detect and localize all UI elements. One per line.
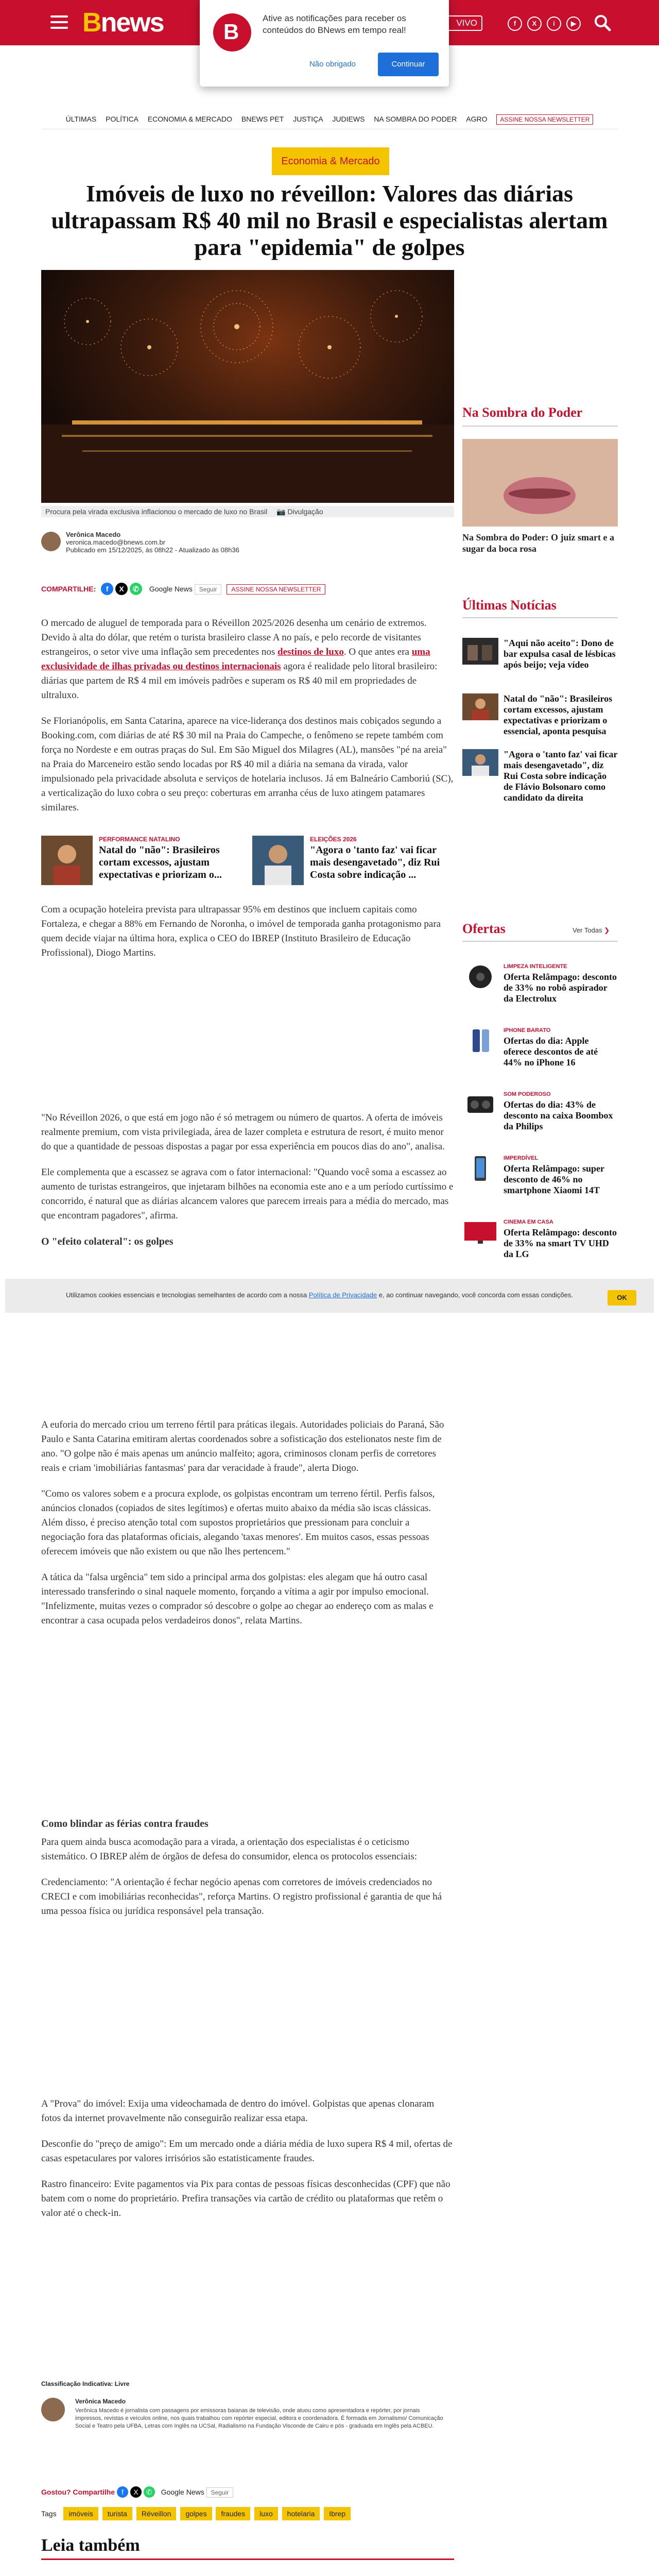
paragraph: A euforia do mercado criou um terreno fértil para práticas ilegais. Autoridades policiais do Paraná, São Paulo e Santa Catarina emitiram alertas coordenados sobre a sofisticação dos estelionatos neste fim de ano. "O golpe não é mais apenas um anúncio malfeito; agora, criminosos clonam perfis de corretores reais e criam 'imobiliárias fantasmas' para dar veracidade à fraude", alerta Diogo. [41,1419,444,1473]
article-body-2 [41,903,454,972]
article-body-4 [41,1418,454,1639]
iphone-image [462,1027,498,1054]
section-badge[interactable]: Economia & Mercado [272,147,389,175]
article-title: Imóveis de luxo no réveillon: Valores das diárias ultrapassam R$ 40 mil no Brasil e especialistas alertam para "epidemia" de golpes [51,180,608,260]
offer-title[interactable]: Oferta Relâmpago: desconto de 33% no robô aspirador da Electrolux [504,972,617,1004]
fireworks-image [41,270,454,503]
paragraph: Se Florianópolis, em Santa Catarina, aparece na vice-liderança dos destinos mais cobiçados segundo a Booking.com, com diárias de até R$ 30 mil na Praia do Campeche, o fenômeno se repete também com força no Nordeste e em outras praças do Sul. Em São Miguel dos Milagres (AL), mansões "pé na areia" na Praia do Marceneiro estão sendo locadas por R$ 40 mil a diária na semana da virada, valor impulsionado pela privacidade absoluta e serviços de hotelaria inclusos. Já em Balneário Camboriú (SC), a verticalização do luxo cobra o seu preço: coberturas em arranha céus de luxo atingem patamares similares. [41,716,454,813]
sidebar-sombra-heading[interactable]: Na Sombra do Poder [462,405,583,420]
paragraph: "No Réveillon 2026, o que está em jogo não é só metragem ou número de quartos. A oferta de imóveis realmente premium, com vista privilegiada, área de lazer completa e estrutura de resort, é muito menor do que a quantidade de pessoas dispostas a pagar por essa experiência em poucos dias do ano", analisa. [41,1112,445,1152]
author-avatar [41,532,61,551]
continue-button[interactable]: Continuar [378,53,439,76]
facebook-icon[interactable]: f [508,16,522,31]
tag[interactable]: fraudes [216,2507,250,2520]
subheading: Como blindar as férias contra fraudes [41,1818,209,1829]
google-news-link[interactable]: Google News [149,585,193,593]
paragraph: "Como os valores sobem e a procura explode, os golpistas encontram um terreno fértil. Perfis falsos, anúncios clonados (copiados de sites legítimos) e ofertas muito abaixo da média são iscas clássicas. Além disso, é preciso atenção total com supostos proprietários que pressionam para concluir a negociação fora das plataformas oficiais, alegando 'taxas menores'. Em muitos casos, essas pessoas oferecem imóveis que não existem ou que não lhes pertencem." [41,1488,435,1557]
youtube-icon[interactable]: ▶ [566,16,581,31]
offer-item[interactable] [462,1027,618,1067]
whatsapp-share-icon[interactable]: ✆ [144,2486,155,2498]
tag[interactable]: luxo [254,2507,278,2520]
article-body-6 [41,2097,454,2232]
speaker-image [462,1091,498,1118]
share-bar [41,583,454,595]
subheading: O "efeito colateral": os golpes [41,1236,174,1247]
live-button[interactable]: VIVO [440,15,482,31]
cookie-banner [5,1279,654,1313]
article-body-1 [41,616,454,826]
cookie-ok-button[interactable]: OK [608,1290,636,1306]
author-info [66,531,239,554]
author-email[interactable]: veronica.macedo@bnews.com.br [66,538,166,546]
notification-popup [200,0,449,87]
ultimas-item[interactable] [462,638,618,684]
tags-label: Tags [41,2510,57,2518]
related-tag: PERFORMANCE NATALINO [99,836,180,843]
offer-tag: SOM PODEROSO [504,1091,551,1097]
decline-button[interactable]: Não obrigado [309,60,356,69]
tag[interactable]: Réveillon [136,2507,177,2520]
offer-tag: IPHONE BARATO [504,1027,551,1033]
offer-item[interactable] [462,1155,618,1195]
leia-heading: Leia também [41,2536,140,2555]
offer-item[interactable] [462,963,618,1004]
ver-todas-link[interactable]: Ver Todas ❯ [573,926,610,934]
classification: Classificação Indicativa: Livre [41,2380,130,2387]
paragraph: Desconfie do "preço de amigo": Em um mercado onde a diária média de luxo supera R$ 4 mil, ofertas de casas espetaculares por valores irrisórios são estatisticamente fraudes. [41,2139,453,2164]
link-destinos-luxo[interactable]: destinos de luxo [278,647,344,657]
related-card[interactable] [252,836,454,887]
image-credit: Divulgação [287,507,323,516]
x-share-icon[interactable]: X [130,2486,142,2498]
paragraph: A "Prova" do imóvel: Exija uma videochamada de dentro do imóvel. Golpistas que apenas clonaram fotos da internet provavelmente não conseguirão realizar essa etapa. [41,2098,435,2124]
offer-title[interactable]: Oferta Relâmpago: desconto de 33% na smart TV UHD da LG [504,1227,617,1259]
sombra-image [462,439,618,527]
paragraph: Com a ocupação hoteleira prevista para ultrapassar 95% em destinos que incluem capitais como Fortaleza, e chegar a 88% em Fernando de Noronha, o imóvel de temporada ganha protagonismo para quem decide viajar na última hora, explica o CEO do IBREP (Instituto Brasileiro de Educação Profissional), Diogo Martins. [41,904,441,958]
newsletter-button[interactable]: ASSINE NOSSA NEWSLETTER [496,114,593,125]
ultimas-item[interactable] [462,693,618,755]
sidebar-ultimas-heading: Últimas Notícias [462,598,557,613]
camera-icon: 📷 [276,507,286,516]
related-title[interactable]: "Agora o 'tanto faz' vai ficar mais desengavetado", diz Rui Costa sobre indicação ... [310,844,440,880]
menu-icon[interactable] [50,15,68,29]
tv-image [462,1219,498,1246]
paragraph: Para quem ainda busca acomodação para a virada, a orientação dos especialistas é o ceticismo sistemático. O IBREP além de órgãos de defesa do consumidor, elenca os protocolos essenciais: [41,1837,418,1862]
instagram-icon[interactable]: i [547,16,561,31]
chevron-right-icon: ❯ [604,926,610,934]
author-name[interactable]: Verônica Macedo [66,531,121,538]
related-title[interactable]: Natal do "não": Brasileiros cortam excessos, ajustam expectativas e priorizam o... [99,844,222,880]
sidebar-ofertas-heading: Ofertas [462,921,506,936]
image-caption: Procura pela virada exclusiva inflacionou o mercado de luxo no Brasil 📷 Divulgação [41,506,454,517]
ultimas-title[interactable]: "Agora o 'tanto faz' vai ficar mais desengavetado", diz Rui Costa sobre indicação de Flávio Bolsonaro como candidato da direita [504,749,618,803]
offer-title[interactable]: Ofertas do dia: Apple oferece descontos de até 44% no iPhone 16 [504,1036,598,1067]
offer-tag: IMPERDÍVEL [504,1155,539,1161]
whatsapp-share-icon[interactable]: ✆ [130,583,142,595]
offer-title[interactable]: Oferta Relâmpago: super desconto de 46% no smartphone Xiaomi 14T [504,1163,604,1195]
tag[interactable]: Ibrep [324,2507,351,2520]
divider [41,2558,454,2560]
divider [462,941,618,942]
x-share-icon[interactable]: X [115,583,128,595]
article-body-3 [41,1111,454,1253]
divider [462,426,618,427]
ultimas-title[interactable]: Natal do "não": Brasileiros cortam excessos, ajustam expectativas e priorizam o essencial, aponta pesquisa [504,693,613,736]
sombra-title[interactable]: Na Sombra do Poder: O juiz smart e a sugar da boca rosa [462,532,614,554]
share-label: COMPARTILHE: [41,585,96,593]
hero-image [41,270,454,503]
facebook-share-icon[interactable]: f [117,2486,128,2498]
article-body-5 [41,1817,454,1930]
x-icon[interactable]: X [527,16,542,31]
author-bio [41,2396,454,2436]
tag[interactable]: turista [102,2507,132,2520]
related-tag: ELEIÇÕES 2026 [310,836,357,843]
paragraph: A tática da "falsa urgência" tem sido a principal arma dos golpistas: eles alegam que há outro casal interessado transferindo o sinal naquele momento, forçando a vítima a agir por impulso emocional. "Infelizmente, muitas vezes o comprador só descobre o golpe ao chegar ao endereço com as malas e encontrar a casa ocupada pelos verdadeiros donos", relata Martins. [41,1572,433,1626]
bio-avatar [41,2398,65,2421]
ultimas-title[interactable]: "Aqui não aceito": Dono de bar expulsa casal de lésbicas após beijo; veja vídeo [504,638,616,670]
related-thumbnail [252,836,304,885]
tag-list [41,2507,353,2520]
tag[interactable]: golpes [180,2507,212,2520]
privacy-link[interactable]: Política de Privacidade [308,1291,377,1299]
related-thumbnail [41,836,93,885]
nav-item-ultimas[interactable]: ÚLTIMAS [65,115,97,123]
bnews-b-icon: B [213,13,251,52]
link-ilhas-privadas[interactable]: uma exclusividade de ilhas privadas ou destinos internacionais [41,647,430,672]
newsletter-inline-button[interactable]: ASSINE NOSSA NEWSLETTER [227,584,325,595]
nav-item-justica[interactable]: JUSTIÇA [293,115,323,123]
offer-tag: LIMPEZA INTELIGENTE [504,963,567,970]
share-bar-bottom [41,2486,233,2498]
nav-item-politica[interactable]: POLÍTICA [106,115,138,123]
ultimas-thumbnail [462,749,498,776]
offer-item[interactable] [462,1091,618,1131]
nav-item-judiews[interactable]: JUDIEWS [332,115,365,123]
nav-item-sombra[interactable]: NA SOMBRA DO PODER [374,115,457,123]
bio-text: Verônica Macedo é jornalista com passagens por emissoras baianas de televisão, onde atuou como apresentadora e repórter, por jornais impressos, revistas e veículos online, nos quais trabalhou com repórter especial, editora e coordenadora. É formada em Jornalismo/ Comunicação Social e Teatro pela UFBA, Letras com Inglês na UCSal, Radialismo na Fundação Visconde de Cairu e pós - graduada em Inglês pela ACBEU. [75,2408,443,2429]
share-label: Gostou? Compartilhe [41,2488,115,2496]
offer-item[interactable] [462,1219,618,1259]
ultimas-item[interactable] [462,749,618,821]
follow-button[interactable]: Seguir [195,584,222,595]
search-icon[interactable] [593,13,612,32]
divider [462,617,618,618]
paragraph: Rastro financeiro: Evite pagamentos via Pix para contas de pessoas físicas desconhecidas (CPF) que não batem com o nome do proprietário. Prefira transações via cartão de crédito ou plataformas que retêm o valor até o check-in. [41,2179,450,2218]
nav-item-economia[interactable]: ECONOMIA & MERCADO [147,115,232,123]
offer-title[interactable]: Ofertas do dia: 43% de desconto na caixa Boombox da Philips [504,1099,613,1131]
paragraph: Ele complementa que a escassez se agrava com o fator internacional: "Quando você soma a escassez ao aumento de turistas estrangeiros, que injetaram bilhões na economia este ano e a um período curtíssimo e concorrido, é natural que as diárias alcancem valores que parecem irreais para a média do mercado, mas que encontram pagadores", afirma. [41,1167,454,1221]
tag[interactable]: imóveis [63,2507,98,2520]
site-logo[interactable]: Bnews [82,8,164,38]
robot-vacuum-image [462,963,498,990]
paragraph: O mercado de aluguel de temporada para o Réveillon 2025/2026 desenha um cenário de extremos. Devido à alta do dólar, que retém o turista brasileiro classe A no país, e pelo recorde de visitantes estrangeiros, o setor vive uma inflação sem precedentes nos destinos de luxo. O que antes era uma exclusividade de ilhas privadas ou destinos internacionais agora é realidade pelo litoral brasileiro: diárias que partem de R$ 4 mil em imóveis padrões e superam os R$ 40 mil em propriedades de ultraluxo. [41,618,438,701]
smartphone-image [462,1155,498,1182]
facebook-share-icon[interactable]: f [101,583,113,595]
paragraph: Credenciamento: "A orientação é fechar negócio apenas com corretores de imóveis credenciados no CRECI e com imobiliárias reconhecidas", reforça Martins. O registro profissional é garantia de que há uma pessoa física ou jurídica responsável pela transação. [41,1877,442,1917]
bio-name[interactable]: Verônica Macedo [75,2398,126,2405]
offer-tag: CINEMA EM CASA [504,1219,553,1225]
nav-item-pet[interactable]: BNEWS PET [241,115,284,123]
main-nav [0,114,659,125]
publish-date: Publicado em 15/12/2025, às 08h22 - Atualizado às 08h36 [66,546,239,554]
cookie-text: Utilizamos cookies essenciais e tecnologias semelhantes de acordo com a nossa Política de Privacidade e, ao continuar navegando, você concorda com essas condições. [66,1291,573,1299]
related-card[interactable] [41,836,239,887]
ultimas-thumbnail [462,693,498,720]
nav-item-agro[interactable]: AGRO [466,115,488,123]
tag[interactable]: hotelaria [282,2507,320,2520]
follow-button[interactable]: Seguir [206,2487,234,2498]
ultimas-thumbnail [462,638,498,665]
notification-text: Ative as notificações para receber os conteúdos do BNews em tempo real! [263,13,406,35]
google-news-link[interactable]: Google News [161,2488,204,2496]
